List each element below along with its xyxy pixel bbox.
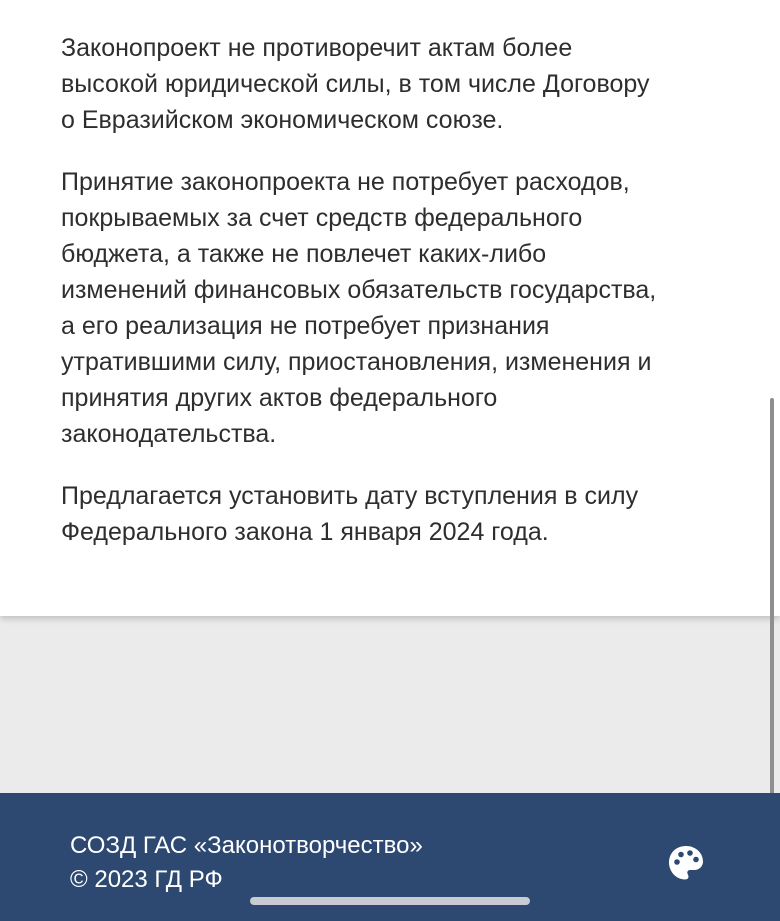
paragraph-legal-compliance: Законопроект не противоречит актам более высокой юридической силы, в том числе Договору о Евразийском экономическом союзе. <box>61 34 650 134</box>
home-indicator <box>250 897 530 905</box>
footer <box>0 793 780 921</box>
paragraph-effective-date: Предлагается установить дату вступления в силу Федерального закона 1 января 2024 года. <box>61 482 639 546</box>
footer-copyright: © 2023 ГД РФ <box>70 866 223 893</box>
footer-system-name: СОЗД ГАС «Законотворчество» <box>70 832 423 859</box>
scrollbar[interactable] <box>770 398 774 838</box>
palette-icon[interactable] <box>666 843 706 883</box>
document-text <box>61 30 721 576</box>
paragraph-budget-impact: Принятие законопроекта не потребует расходов, покрываемых за счет средств федерального бюджета, а также не повлечет каких-либо изменений финансовых обязательств государства, а его реализация не потребует признания утратившими силу, приостановления, изменения и принятия других актов федерального законодательства. <box>61 168 657 448</box>
